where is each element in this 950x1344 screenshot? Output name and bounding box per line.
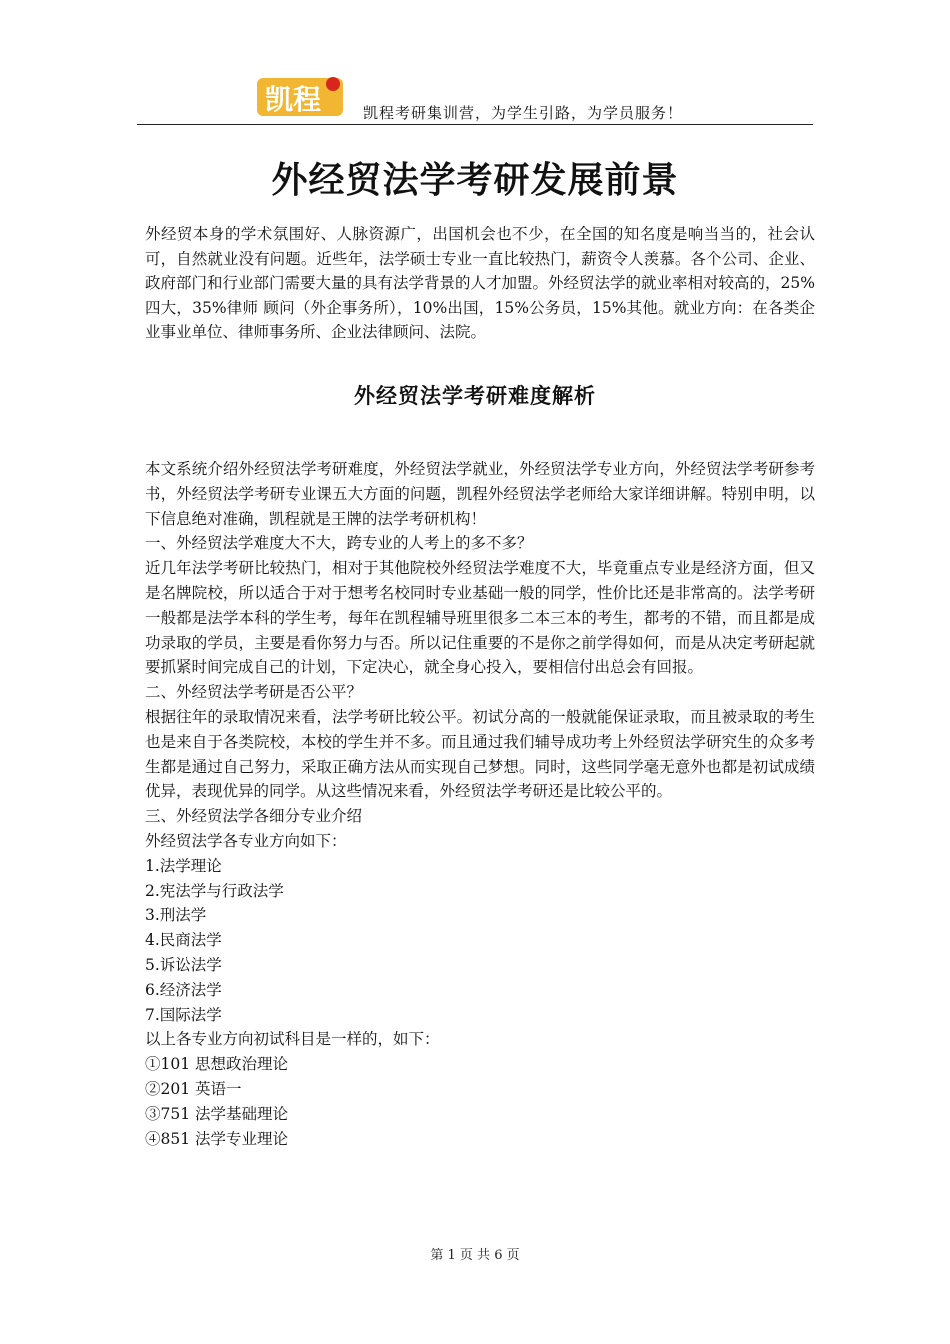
body-paragraph-fairness: 根据往年的录取情况来看，法学考研比较公平。初试分高的一般就能保证录取，而且被录取的考生也是来自于各类院校，本校的学生并不多。而且通过我们辅导成功考上外经贸法学研究生的众多考生都是通过自己努力，采取正确方法从而实现自己梦想。同时，这些同学毫无意外也都是初试成绩优异，表现优异的同学。从这些情况来看，外经贸法学考研还是比较公平的。 <box>145 707 815 801</box>
page-header <box>137 68 813 125</box>
header-tagline: 凯程考研集训营，为学生引路，为学员服务！ <box>363 104 684 122</box>
article-body <box>145 457 815 1151</box>
question-heading-1: 一、外经贸法学难度大不大，跨专业的人考上的多不多？ <box>145 534 533 553</box>
body-paragraph-intro: 本文系统介绍外经贸法学考研难度，外经贸法学就业，外经贸法学专业方向，外经贸法学考研参考书，外经贸法学考研专业课五大方面的问题，凯程外经贸法学老师给大家详细讲解。特别申明，以下信息绝对准确，凯程就是王牌的法学考研机构！ <box>145 460 815 528</box>
question-heading-2: 二、外经贸法学考研是否公平？ <box>145 683 363 702</box>
major-item: 4.民商法学 <box>145 931 222 950</box>
major-item: 5.诉讼法学 <box>145 955 222 974</box>
major-item: 2.宪法学与行政法学 <box>145 881 284 900</box>
major-item: 1.法学理论 <box>145 856 222 875</box>
subject-item: ②201 英语一 <box>145 1079 242 1098</box>
subject-item: ④851 法学专业理论 <box>145 1129 289 1148</box>
major-item: 6.经济法学 <box>145 980 222 999</box>
body-paragraph-difficulty: 近几年法学考研比较热门，相对于其他院校外经贸法学难度不大，毕竟重点专业是经济方面，但又是名牌院校，所以适合于对于想考名校同时专业基础一般的同学，性价比还是非常高的。法学考研一般都是法学本科的学生考，每年在凯程辅导班里很多二本三本的考生，都考的不错，而且都是成功录取的学员，主要是看你努力与否。所以记住重要的不是你之前学得如何，而是从决定考研起就要抓紧时间完成自己的计划，下定决心，就全身心投入，要相信付出总会有回报。 <box>145 559 815 677</box>
question-heading-3: 三、外经贸法学各细分专业介绍 <box>145 807 363 826</box>
page-title: 外经贸法学考研发展前景 <box>271 159 679 201</box>
subject-item: ①101 思想政治理论 <box>145 1055 289 1074</box>
page-footer: 第 1 页 共 6 页 <box>430 1248 520 1263</box>
major-item: 7.国际法学 <box>145 1005 222 1024</box>
majors-intro: 外经贸法学各专业方向如下： <box>145 831 347 850</box>
intro-paragraph: 外经贸本身的学术氛围好、人脉资源广，出国机会也不少，在全国的知名度是响当当的，社会认可，自然就业没有问题。近些年，法学硕士专业一直比较热门，薪资令人羡慕。各个公司、企业、政府部门和行业部门需要大量的具有法学背景的人才加盟。外经贸法学的就业率相对较高的，25%四大，35%律师 顾问（外企事务所），10%出国，15%公务员，15%其他。就业方向：在各类企业事业单位、律师事务所、企业法律顾问、法院。 <box>145 225 815 341</box>
major-item: 3.刑法学 <box>145 906 207 925</box>
kaicheng-logo <box>255 72 347 120</box>
logo-text: 凯程 <box>265 83 322 116</box>
subjects-intro: 以上各专业方向初试科目是一样的，如下： <box>145 1030 440 1049</box>
section-subtitle: 外经贸法学考研难度解析 <box>354 383 596 408</box>
subject-item: ③751 法学基础理论 <box>145 1104 289 1123</box>
